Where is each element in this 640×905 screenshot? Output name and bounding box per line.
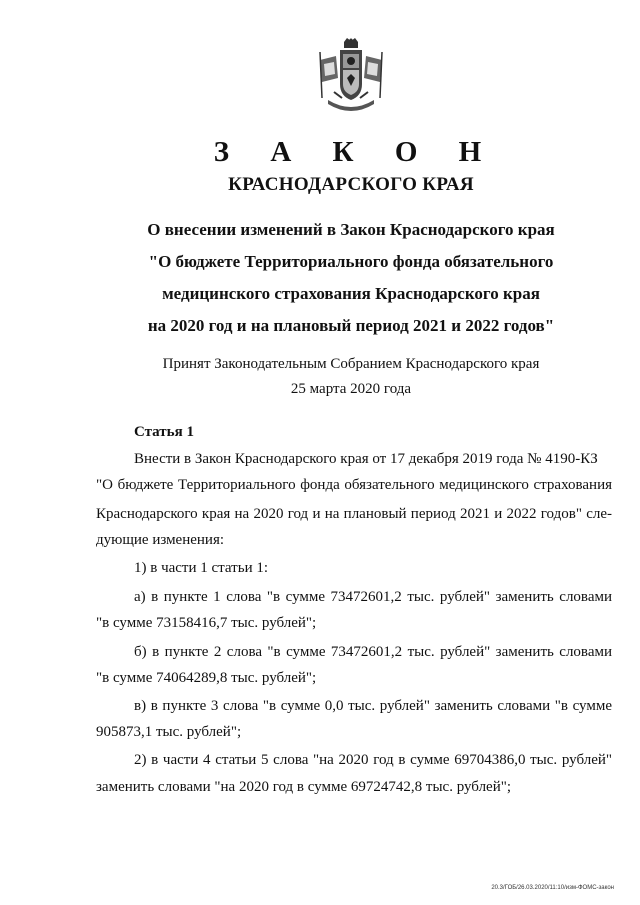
adoption-date: 25 марта 2020 года — [290, 381, 412, 397]
adoption-body: Принят Законодательным Собранием Краснодарского края — [162, 356, 540, 372]
body-line: 2) в части 4 статьи 5 слова "на 2020 год в сумме 69704386,0 тыс. рублей" — [134, 752, 612, 768]
body-line: 905873,1 тыс. рублей"; — [96, 724, 242, 740]
body-line: в) в пункте 3 слова "в сумме 0,0 тыс. рублей" заменить словами "в сумме — [134, 698, 612, 714]
body-line: Краснодарского края на 2020 год и на плановый период 2021 и 2022 годов" сле- — [96, 506, 612, 522]
body-line: Внести в Закон Краснодарского края от 17 декабря 2019 года № 4190-КЗ — [134, 451, 598, 467]
body-line: "О бюджете Территориального фонда обязательного медицинского страхования — [96, 477, 612, 493]
body-line: "в сумме 73158416,7 тыс. рублей"; — [96, 615, 317, 631]
article-heading: Статья 1 — [134, 424, 194, 440]
body-line: дующие изменения: — [96, 532, 225, 548]
region-heading: КРАСНОДАРСКОГО КРАЯ — [228, 174, 474, 195]
footer-document-code: 20.3/ГОБ/26.03.2020/11:10/изм-ФОМС-закон — [491, 885, 614, 891]
law-title-line: на 2020 год и на плановый период 2021 и 2022 годов" — [147, 316, 555, 335]
body-line: заменить словами "на 2020 год в сумме 69724742,8 тыс. рублей"; — [96, 779, 512, 795]
body-line: "в сумме 74064289,8 тыс. рублей"; — [96, 670, 317, 686]
body-line: а) в пункте 1 слова "в сумме 73472601,2 тыс. рублей" заменить словами — [134, 589, 612, 605]
law-heading: З А К О Н — [213, 136, 499, 168]
law-title-line: "О бюджете Территориального фонда обязательного — [148, 252, 554, 271]
law-title-line: О внесении изменений в Закон Краснодарского края — [147, 220, 555, 239]
body-line: 1) в части 1 статьи 1: — [134, 560, 269, 576]
law-title-line: медицинского страхования Краснодарского края — [162, 284, 540, 303]
article-body — [96, 0, 612, 905]
body-line: б) в пункте 2 слова "в сумме 73472601,2 тыс. рублей" заменить словами — [134, 644, 612, 660]
